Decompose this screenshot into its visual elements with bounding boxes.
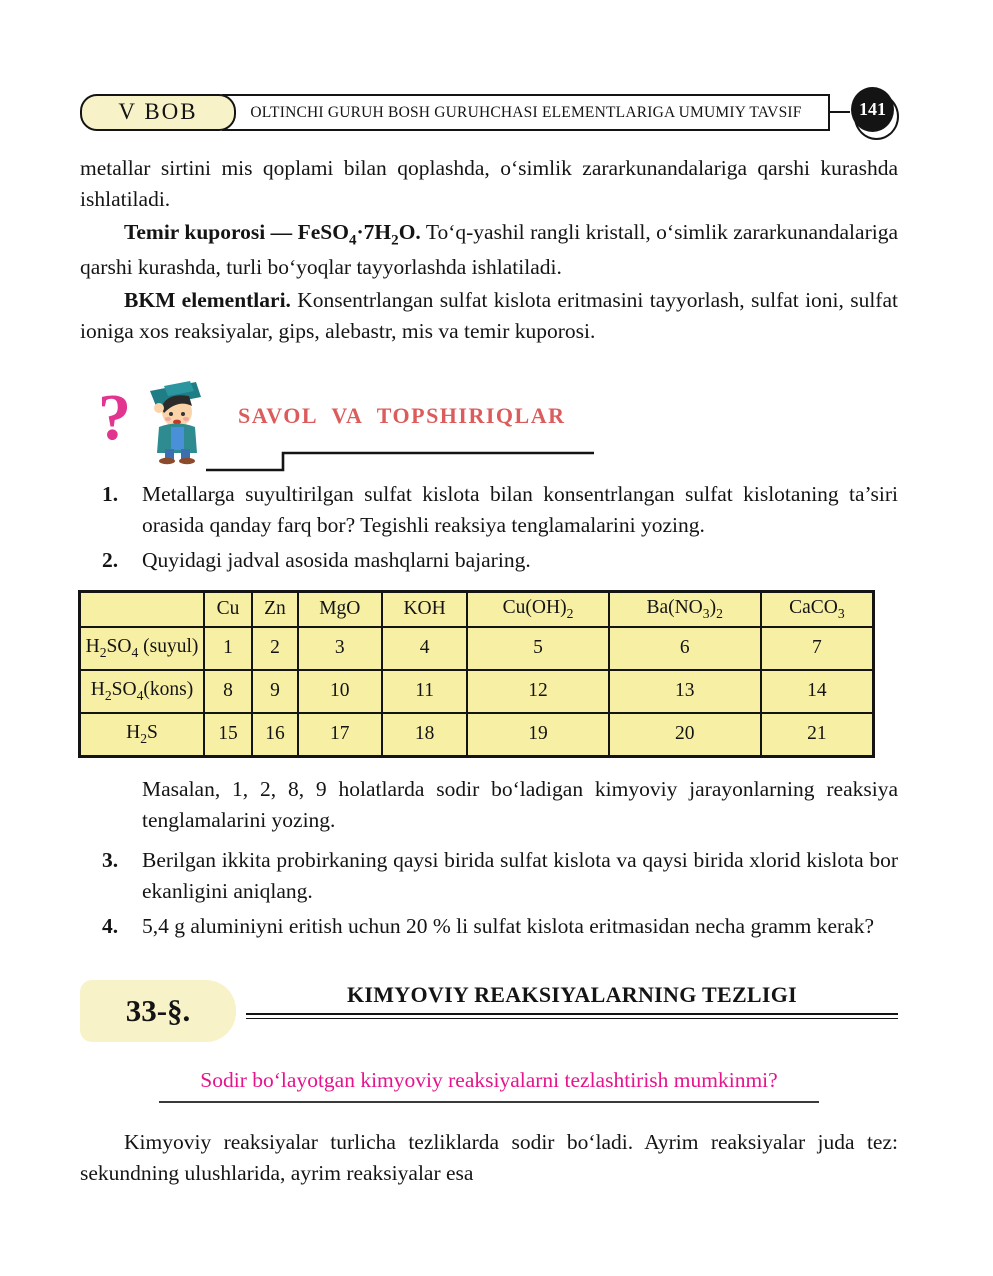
table-col-bano32: $Ba(NO_3)_2$ bbox=[609, 591, 761, 627]
table-cell: 18 bbox=[382, 713, 468, 757]
bkm-lead: BKM elementlari. bbox=[124, 287, 291, 312]
table-cell: 9 bbox=[252, 670, 298, 713]
row-label: $H_2SO_4(kons)$ bbox=[80, 670, 205, 713]
table-cell: 16 bbox=[252, 713, 298, 757]
table-cell: 21 bbox=[761, 713, 874, 757]
temir-kuporosi-rest: To‘q-yashil rangli kristall, o‘simlik zararkunandalariga qarshi kurashda, turli bo‘yoqlar tayyorlashda ishlatiladi. bbox=[80, 219, 898, 279]
list-number: 4. bbox=[102, 914, 119, 939]
exercise-list-continued bbox=[80, 845, 898, 942]
table-cell: 15 bbox=[204, 713, 252, 757]
page-header bbox=[80, 92, 898, 132]
section-title-rule bbox=[246, 1013, 898, 1019]
list-item-3 bbox=[80, 845, 898, 907]
section-33-header bbox=[80, 980, 898, 1042]
list-text: Quyidagi jadval asosida mashqlarni bajaring. bbox=[142, 547, 531, 572]
table-col-cu: Cu bbox=[204, 591, 252, 627]
bkm-rest: Konsentrlangan sulfat kislota eritmasini tayyorlash, sulfat ioni, sulfat ioniga xos reaksiyalar, gips, alebastr, mis va temir kuporosi. bbox=[80, 287, 898, 343]
row-label: $H_2SO_4$ (suyul) bbox=[80, 627, 205, 670]
temir-kuporosi-lead: Temir kuporosi — $FeSO_4\cdot 7H_2O$. bbox=[124, 219, 421, 249]
page-number: 141 bbox=[851, 87, 894, 132]
section-lead-question: Sodir bo‘layotgan kimyoviy reaksiyalarni tezlashtirish mumkinmi? bbox=[200, 1068, 778, 1093]
list-number: 3. bbox=[102, 848, 119, 873]
table-cell: 17 bbox=[298, 713, 382, 757]
questions-section-title: SAVOL VA TOPSHIRIQLAR bbox=[238, 402, 566, 428]
page-number-badge bbox=[850, 87, 898, 139]
table-cell: 1 bbox=[204, 627, 252, 670]
list-item-1 bbox=[80, 479, 898, 541]
paragraph-temir-kuporosi bbox=[80, 217, 898, 283]
questions-section-header bbox=[98, 373, 898, 469]
table-col-mgo: MgO bbox=[298, 591, 382, 627]
list-number: 2. bbox=[102, 547, 119, 572]
section-title: KIMYOVIY REAKSIYALARNING TEZLIGI bbox=[346, 982, 798, 1008]
list-text: 5,4 g aluminiyni eritish uchun 20 % li sulfat kislota eritmasidan necha gramm kerak? bbox=[142, 914, 875, 939]
header-connector-line bbox=[830, 111, 850, 114]
page-content bbox=[80, 92, 898, 1189]
table-row-h2s bbox=[80, 713, 874, 757]
table-cell: 7 bbox=[761, 627, 874, 670]
table-cell: 8 bbox=[204, 670, 252, 713]
paragraph-continuation: metallar sirtini mis qoplami bilan qoplashda, o‘simlik zararkunandalariga qarshi kurashda ishlatiladi. bbox=[80, 156, 898, 211]
note-after-table: Masalan, 1, 2, 8, 9 holatlarda sodir bo‘ladigan kimyoviy jarayonlarning reaksiya tenglamalarini yozing. bbox=[142, 776, 898, 832]
table-col-cuoh2: $Cu(OH)_2$ bbox=[467, 591, 608, 627]
chapter-badge: V BOB bbox=[80, 94, 236, 131]
question-mark-student-icon bbox=[98, 373, 220, 470]
list-text: Berilgan ikkita probirkaning qaysi birida sulfat kislota va qaysi birida xlorid kislota bor ekanligini aniqlang. bbox=[142, 848, 898, 904]
svg-text:?: ? bbox=[98, 380, 131, 454]
section-title-block bbox=[246, 980, 898, 1019]
paragraph-bkm bbox=[80, 285, 898, 347]
table-row-h2so4-suyul bbox=[80, 627, 874, 670]
table-cell: 19 bbox=[467, 713, 608, 757]
exercise-list bbox=[80, 479, 898, 576]
step-divider-line bbox=[206, 449, 596, 473]
section-number-badge: 33-§. bbox=[80, 980, 236, 1042]
table-cell: 14 bbox=[761, 670, 874, 713]
list-item-2 bbox=[80, 545, 898, 576]
table-cell: 13 bbox=[609, 670, 761, 713]
table-cell: 4 bbox=[382, 627, 468, 670]
exercise-table bbox=[78, 590, 875, 758]
table-corner-cell bbox=[80, 591, 205, 627]
question-underline bbox=[159, 1101, 819, 1103]
table-cell: 6 bbox=[609, 627, 761, 670]
table-cell: 2 bbox=[252, 627, 298, 670]
table-cell: 12 bbox=[467, 670, 608, 713]
table-cell: 10 bbox=[298, 670, 382, 713]
table-cell: 3 bbox=[298, 627, 382, 670]
table-col-koh: KOH bbox=[382, 591, 468, 627]
table-cell: 20 bbox=[609, 713, 761, 757]
list-number: 1. bbox=[102, 481, 119, 506]
table-col-zn: Zn bbox=[252, 591, 298, 627]
closing-paragraph: Kimyoviy reaksiyalar turlicha tezliklarda sodir bo‘ladi. Ayrim reaksiyalar juda tez: sekundning ulushlarida, ayrim reaksiyalar esa bbox=[80, 1130, 898, 1186]
table-cell: 11 bbox=[382, 670, 468, 713]
table-col-caco3: CaCO$_3$ bbox=[761, 591, 874, 627]
list-item-4 bbox=[80, 911, 898, 942]
table-header-row bbox=[80, 591, 874, 627]
table-row-h2so4-kons bbox=[80, 670, 874, 713]
running-title: OLTINCHI GURUH BOSH GURUHCHASI ELEMENTLARIGA UMUMIY TAVSIF bbox=[222, 94, 830, 131]
row-label: $H_2S$ bbox=[80, 713, 205, 757]
table-cell: 5 bbox=[467, 627, 608, 670]
list-text: Metallarga suyultirilgan sulfat kislota bilan konsentrlangan sulfat kislotaning ta’siri orasida qanday farq bor? Tegishli reaksiya tenglamalarini yozing. bbox=[142, 481, 898, 537]
